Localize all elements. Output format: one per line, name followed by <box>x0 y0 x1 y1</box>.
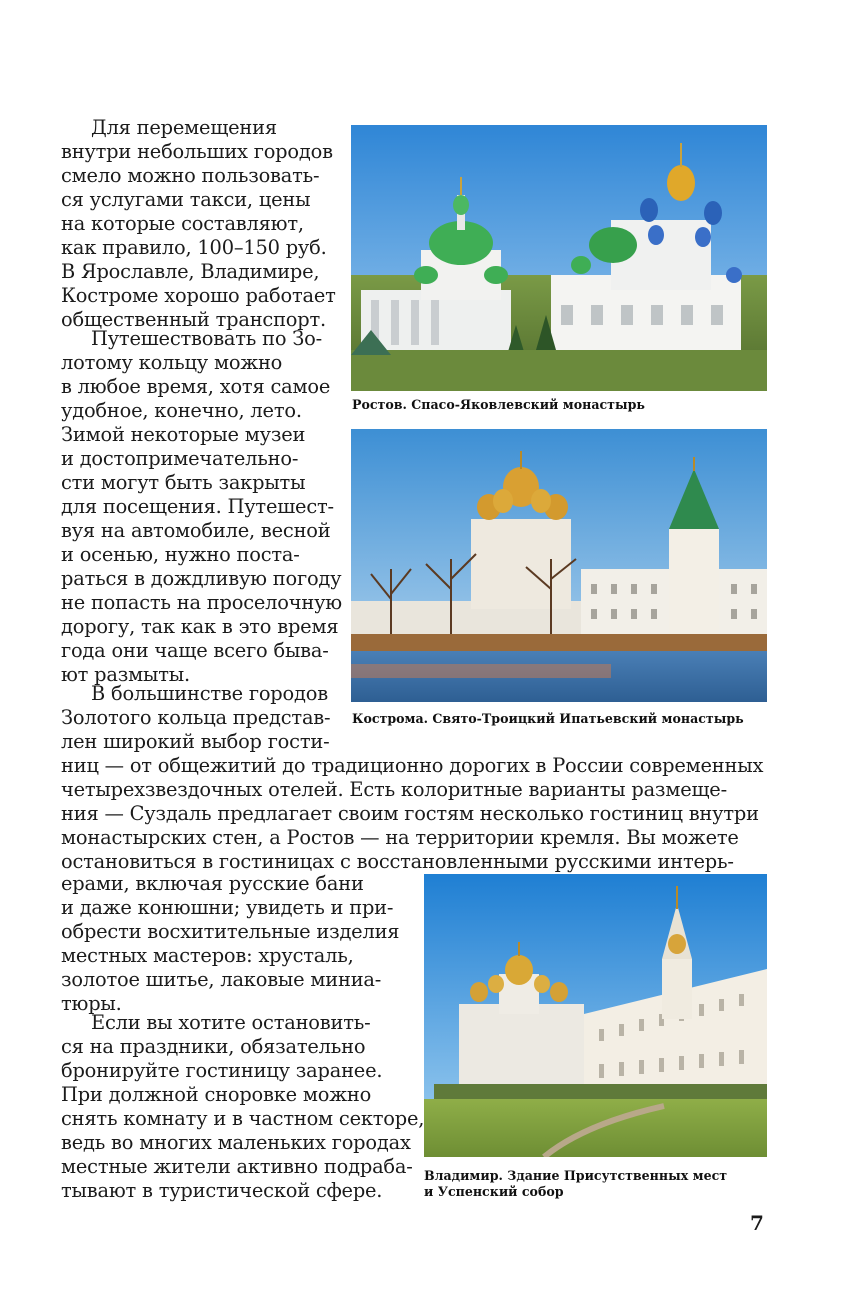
body-text-line: смело можно пользовать- <box>61 164 320 187</box>
body-text-line: ерами, включая русские бани <box>61 872 364 895</box>
body-text-line: ют размыты. <box>61 663 190 686</box>
body-text-line: раться в дождливую погоду <box>61 567 342 590</box>
body-text-line: Для перемещения <box>91 116 277 139</box>
body-text-line: Зимой некоторые музеи <box>61 423 306 446</box>
body-text-line: тюры. <box>61 992 122 1015</box>
rostov-caption: Ростов. Спасо-Яковлевский монастырь <box>352 397 645 412</box>
vladimir-caption-line1: Владимир. Здание Присутственных мест <box>424 1168 728 1183</box>
kostroma-monastery-photo <box>351 429 767 702</box>
body-text-line: ведь во многих маленьких городах <box>61 1131 411 1154</box>
rostov-monastery-photo <box>351 125 767 391</box>
body-text-line: тывают в туристической сфере. <box>61 1179 383 1202</box>
body-text-line: Путешествовать по Зо- <box>91 327 322 350</box>
body-text-line: и осенью, нужно поста- <box>61 543 300 566</box>
vladimir-caption-line2: и Успенский собор <box>424 1184 564 1199</box>
body-text-line: ся услугами такси, цены <box>61 188 311 211</box>
body-text-line: ниц — от общежитий до традиционно дорогих в России современных <box>61 754 764 777</box>
page-number: 7 <box>750 1211 764 1235</box>
body-text-line: и достопримечательно- <box>61 447 299 470</box>
body-text-line: ния — Суздаль предлагает своим гостям несколько гостиниц внутри <box>61 802 759 825</box>
body-text-line: в любое время, хотя самое <box>61 375 331 398</box>
body-text-line: Костроме хорошо работает <box>61 284 336 307</box>
body-text-line: внутри небольших городов <box>61 140 333 163</box>
body-text-line: монастырских стен, а Ростов — на территории кремля. Вы можете <box>61 826 739 849</box>
body-text-line: местные жители активно подраба- <box>61 1155 413 1178</box>
body-text-line: золотое шитье, лаковые миниа- <box>61 968 382 991</box>
kostroma-caption: Кострома. Свято-Троицкий Ипатьевский монастырь <box>352 711 744 726</box>
vladimir-cathedral-photo <box>424 874 767 1157</box>
body-text-line: ся на праздники, обязательно <box>61 1035 366 1058</box>
body-text-line: Золотого кольца представ- <box>61 706 331 729</box>
body-text-line: для посещения. Путешест- <box>61 495 334 518</box>
body-text-line: бронируйте гостиницу заранее. <box>61 1059 383 1082</box>
body-text-line: При должной сноровке можно <box>61 1083 372 1106</box>
body-text-line: лотому кольцу можно <box>61 351 283 374</box>
body-text-line: не попасть на проселочную <box>61 591 342 614</box>
body-text-line: дорогу, так как в это время <box>61 615 339 638</box>
body-text-line: четырехзвездочных отелей. Есть колоритные варианты размеще- <box>61 778 727 801</box>
body-text-line: как правило, 100–150 руб. <box>61 236 327 259</box>
body-text-line: на которые составляют, <box>61 212 304 235</box>
body-text-line: Если вы хотите остановить- <box>91 1011 371 1034</box>
body-text-line: остановиться в гостиницах с восстановленными русскими интерь- <box>61 850 734 873</box>
body-text-line: сти могут быть закрыты <box>61 471 306 494</box>
body-text-line: В большинстве городов <box>91 682 328 705</box>
body-text-line: и даже конюшни; увидеть и при- <box>61 896 394 919</box>
body-text-line: местных мастеров: хрусталь, <box>61 944 354 967</box>
body-text-line: года они чаще всего быва- <box>61 639 329 662</box>
body-text-line: снять комнату и в частном секторе, <box>61 1107 425 1130</box>
body-text-line: обрести восхитительные изделия <box>61 920 400 943</box>
body-text-line: лен широкий выбор гости- <box>61 730 330 753</box>
body-text-line: удобное, конечно, лето. <box>61 399 302 422</box>
body-text-line: общественный транспорт. <box>61 308 326 331</box>
body-text-line: вуя на автомобиле, весной <box>61 519 331 542</box>
body-text-line: В Ярославле, Владимире, <box>61 260 320 283</box>
